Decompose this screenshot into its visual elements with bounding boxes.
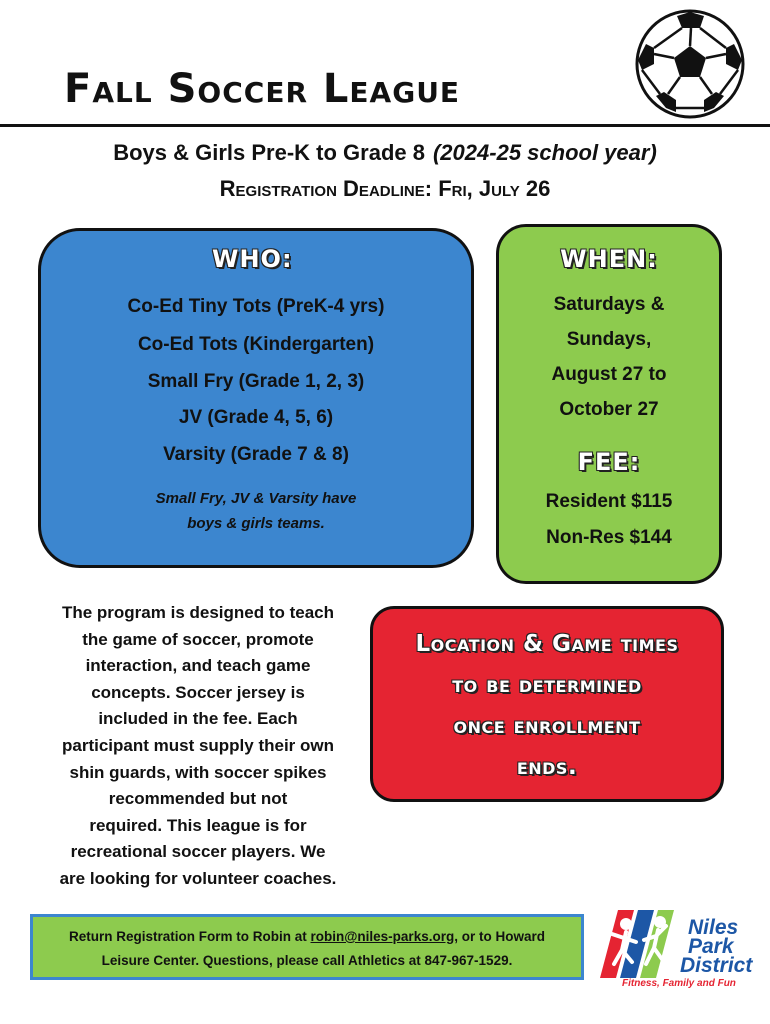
location-line: to be determined — [452, 672, 642, 698]
program-description — [30, 600, 366, 893]
when-line: August 27 to — [551, 364, 667, 385]
program-line: participant must supply their own — [61, 735, 335, 755]
location-line: Location & Game times — [415, 631, 679, 657]
fee-heading: FEE: — [577, 448, 641, 476]
program-line: interaction, and teach game — [85, 656, 311, 676]
program-line: required. This league is for — [89, 815, 307, 835]
when-line: Saturdays & — [553, 294, 665, 315]
who-note-line: boys & girls teams. — [187, 515, 325, 532]
who-note — [38, 486, 474, 536]
when-line: October 27 — [559, 399, 659, 420]
return-info-box — [30, 914, 584, 980]
return-text: Return Registration Form to Robin at — [69, 929, 311, 944]
who-line: Varsity (Grade 7 & 8) — [163, 444, 349, 465]
return-info-line: Leisure Center. Questions, please call Athletics at 847-967-1529. — [101, 953, 513, 968]
return-info-line — [30, 929, 584, 944]
who-line: Co-Ed Tots (Kindergarten) — [137, 334, 375, 355]
when-heading: WHEN: — [560, 245, 658, 273]
subtitle — [0, 140, 770, 166]
who-line: Co-Ed Tiny Tots (PreK-4 yrs) — [127, 296, 385, 317]
title-underline — [0, 124, 770, 127]
location-notice — [380, 624, 714, 788]
logo-word-district: District — [680, 954, 753, 977]
return-text: or to Howard — [457, 929, 545, 944]
who-line: JV (Grade 4, 5, 6) — [178, 407, 334, 428]
program-line: the game of soccer, promote — [82, 629, 314, 649]
fee-resident: Resident $115 — [545, 491, 673, 512]
who-heading: WHO: — [212, 245, 293, 273]
location-line: once enrollment — [453, 713, 641, 739]
registration-deadline: Registration Deadline: Fri, July 26 — [219, 176, 551, 201]
subtitle-year: (2024-25 school year) — [432, 140, 657, 165]
soccer-ball-icon — [634, 8, 746, 120]
who-note-line: Small Fry, JV & Varsity have — [155, 490, 357, 507]
program-line: The program is designed to teach — [61, 603, 335, 622]
page-title: Fall Soccer League — [64, 66, 461, 112]
logo-word-park: Park — [688, 935, 734, 958]
who-line: Small Fry (Grade 1, 2, 3) — [147, 371, 365, 392]
fee-nonresident: Non-Res $144 — [546, 527, 672, 548]
when-line: Sundays, — [566, 329, 652, 350]
program-line: are looking for volunteer coaches. — [59, 868, 337, 888]
program-line: included in the fee. Each — [98, 709, 298, 729]
program-line: recreational soccer players. We — [70, 842, 326, 862]
program-line: shin guards, with soccer spikes — [69, 762, 327, 782]
program-line: concepts. Soccer jersey is — [91, 682, 305, 702]
program-line: recommended but not — [108, 789, 288, 809]
location-line: ends. — [516, 754, 578, 780]
subtitle-main: Boys & Girls Pre-K to Grade 8 — [113, 140, 425, 165]
logo-word-niles: Niles — [688, 916, 739, 939]
email-link[interactable]: robin@niles-parks.org, — [310, 929, 458, 944]
logo-tagline: Fitness, Family and Fun — [622, 978, 736, 989]
